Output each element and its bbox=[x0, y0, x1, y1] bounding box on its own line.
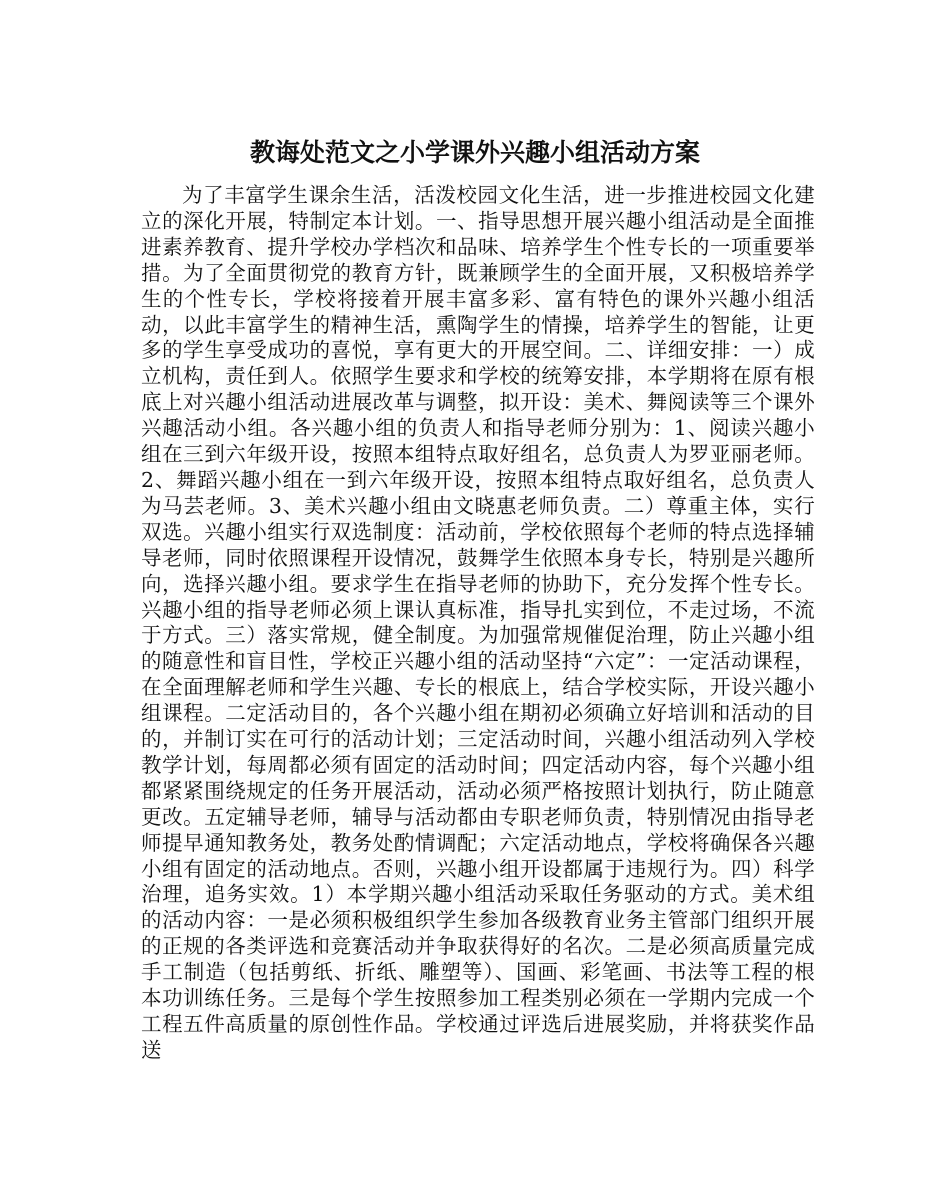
document-title: 教诲处范文之小学课外兴趣小组活动方案 bbox=[249, 138, 700, 167]
document-body-paragraph: 为了丰富学生课余生活，活泼校园文化生活，进一步推进校园文化建立的深化开展，特制定本计划。一、指导思想开展兴趣小组活动是全面推进素养教育、提升学校办学档次和品味、培养学生个性专长的一项重要举措。为了全面贯彻党的教育方针，既兼顾学生的全面开展，又积极培养学生的个性专长，学校将接着开展丰富多彩、富有特色的课外兴趣小组活动，以此丰富学生的精神生活，熏陶学生的情操，培养学生的智能，让更多的学生享受成功的喜悦，享有更大的开展空间。二、详细安排：一）成立机构，责任到人。依照学生要求和学校的统筹安排，本学期将在原有根底上对兴趣小组活动进展改革与调整，拟开设：美术、舞阅读等三个课外兴趣活动小组。各兴趣小组的负责人和指导老师分别为：1、阅读兴趣小组在三到六年级开设，按照本组特点取好组名，总负责人为罗亚丽老师。2、舞蹈兴趣小组在一到六年级开设，按照本组特点取好组名，总负责人为马芸老师。3、美术兴趣小组由文晓惠老师负责。二）尊重主体，实行双选。兴趣小组实行双选制度：活动前，学校依照每个老师的特点选择辅导老师，同时依照课程开设情况，鼓舞学生依照本身专长，特别是兴趣所向，选择兴趣小组。要求学生在指导老师的协助下，充分发挥个性专长。兴趣小组的指导老师必须上课认真标准，指导扎实到位，不走过场，不流于方式。三）落实常规，健全制度。为加强常规催促治理，防止兴趣小组的随意性和盲目性，学校正兴趣小组的活动坚持“六定”：一定活动课程，在全面理解老师和学生兴趣、专长的根底上，结合学校实际，开设兴趣小组课程。二定活动目的，各个兴趣小组在期初必须确立好培训和活动的目的，并制订实在可行的活动计划；三定活动时间，兴趣小组活动列入学校教学计划，每周都必须有固定的活动时间；四定活动内容，每个兴趣小组都紧紧围绕规定的任务开展活动，活动必须严格按照计划执行，防止随意更改。五定辅导老师，辅导与活动都由专职老师负责，特别情况由指导老师提早通知教务处，教务处酌情调配；六定活动地点，学校将确保各兴趣小组有固定的活动地点。否则，兴趣小组开设都属于违规行为。四）科学治理，追务实效。1）本学期兴趣小组活动采取任务驱动的方式。美术组的活动内容：一是必须积极组织学生参加各级教育业务主管部门组织开展的正规的各类评选和竞赛活动并争取获得好的名次。二是必须高质量完成手工制造（包括剪纸、折纸、雕塑等）、国画、彩笔画、书法等工程的根本功训练任务。三是每个学生按照参加工程类别必须在一学期内完成一个工程五件高质量的原创性作品。学校通过评选后进展奖励，并将获奖作品送 bbox=[141, 183, 815, 1062]
